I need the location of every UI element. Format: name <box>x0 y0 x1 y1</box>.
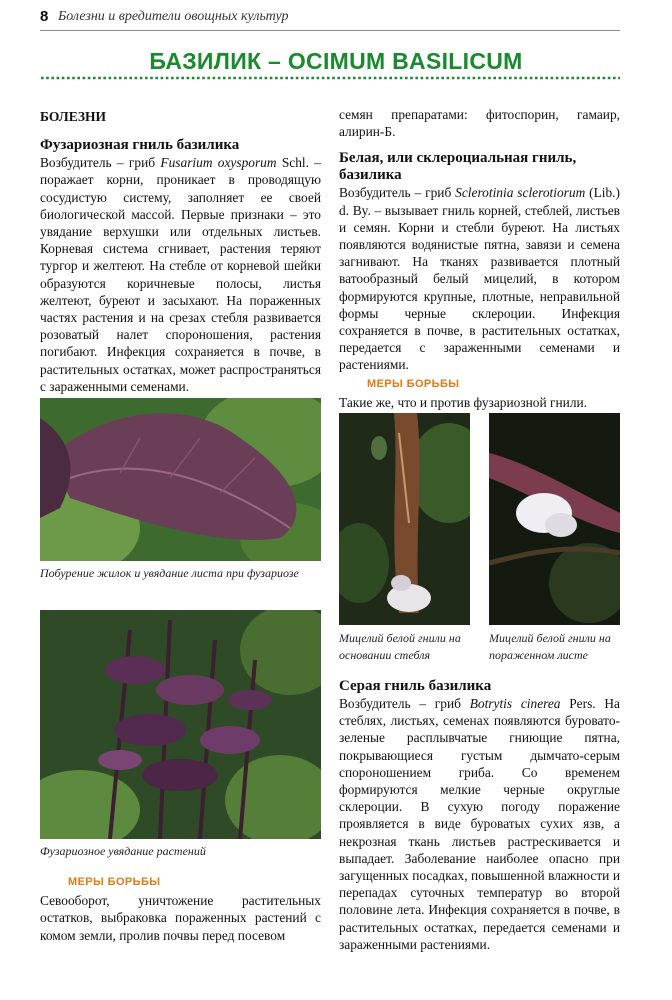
gray-mold-paragraph <box>339 695 620 953</box>
fusarium-heading: Фузариозная гниль базилика <box>40 137 240 154</box>
white-rot-species: Sclerotinia sclerotiorum <box>455 185 586 201</box>
photo-fusarium-wilt <box>40 610 321 839</box>
fusarium-text: Schl. – поражает корни, проникает в проводящую сосудистую систему, заполняет ее своей биологической массой. Первые признаки – это увядание верхушки или отдельных листьев. Корневая система сгнивает, растения теряют тургор и желтеют. На стебле от корневой шейки образуются коричневые полосы, листья желтеют, буреют и засыхают. На пораженных частях растения и на срезах стебля развивается розоватый налет спороношения, растения погибают. Инфекция сохраняется в почве, в растительных остатках, может распространяться с зараженными семенами. <box>40 155 321 394</box>
photo-mycelium-stem <box>339 413 470 625</box>
measures-label-left: МЕРЫ БОРЬБЫ <box>68 876 161 888</box>
left-measures <box>40 872 321 944</box>
left-column <box>40 106 321 395</box>
caption-mycelium-leaf: Мицелий белой гнили на пораженном листе <box>489 631 611 662</box>
running-title: Болезни и вредители овощных культур <box>58 9 289 24</box>
caption-fusarium-wilt: Фузариозное увядание растений <box>40 844 206 858</box>
gray-mold-heading: Серая гниль базилика <box>339 678 492 694</box>
page-header <box>40 8 620 31</box>
measures-label-right: МЕРЫ БОРЬБЫ <box>367 377 460 390</box>
photo-fusarium-leaf <box>40 398 321 561</box>
measures-text-left: Севооборот, уничтожение растительных остатков, выбраковка пораженных растений с комом земли, пролив почвы перед посевом <box>40 893 321 943</box>
title-dotted-rule <box>40 76 620 80</box>
white-rot-text: (Lib.) d. By. – вызывает гниль корней, стеблей, листьев и семян. Корни и стебли буреют. На листьях появляются водянистые пятна, завязи и семена загнивают. На тканях развивается плотный ватообразный белый мицелий, в котором формируются крупные, плотные, неправильной формы черные склероции. Инфекция сохраняется в почве, в растительных остатках, передается с зараженными семенами и растениями. <box>339 185 620 373</box>
caption-mycelium-stem: Мицелий белой гнили на основании стебля <box>339 631 461 662</box>
fusarium-pre: Возбудитель – гриб <box>40 155 161 171</box>
right-column <box>339 106 620 411</box>
white-rot-paragraph <box>339 184 620 373</box>
gray-mold-text: Pers. На стеблях, листьях, семенах появляются буровато-зеленые расплывчатые гниющие пятна, покрывающиеся густым дымчато-серым спороношением гриба. Со временем формируются мелкие черные округлые склероции. В сухую погоду поражение проявляется в виде буроватых сухих язв, а некрозная ткань листьев растрескивается и выпадает. Заболевание наиболее опасно при загущенных посадках, повышенной влажности и перепадах суточных температур во второй половине лета. Инфекция сохраняется в почве, в растительных остатках, передается семенами и зараженными растениями. <box>339 696 620 952</box>
white-rot-pre: Возбудитель – гриб <box>339 185 456 201</box>
gray-mold-section <box>339 678 620 953</box>
gray-mold-species: Botrytis cinerea <box>469 696 561 711</box>
gray-mold-pre: Возбудитель – гриб <box>339 696 470 711</box>
measures-text-right: Такие же, что и против фузариозной гнили. <box>339 394 588 410</box>
white-rot-heading: Белая, или склероциальная гниль, базилика <box>339 150 577 184</box>
continued-text: семян препаратами: фитоспорин, гамаир, алирин-Б. <box>339 107 620 140</box>
caption-fusarium-leaf: Побурение жилок и увядание листа при фузариозе <box>40 566 299 580</box>
section-heading: БОЛЕЗНИ <box>40 109 107 124</box>
photo-mycelium-leaf <box>489 413 620 625</box>
fusarium-paragraph <box>40 154 321 395</box>
page-number: 8 <box>40 8 49 25</box>
page-title: БАЗИЛИК – OCIMUM BASILICUM <box>149 48 523 74</box>
fusarium-species: Fusarium oxysporum <box>160 155 277 171</box>
